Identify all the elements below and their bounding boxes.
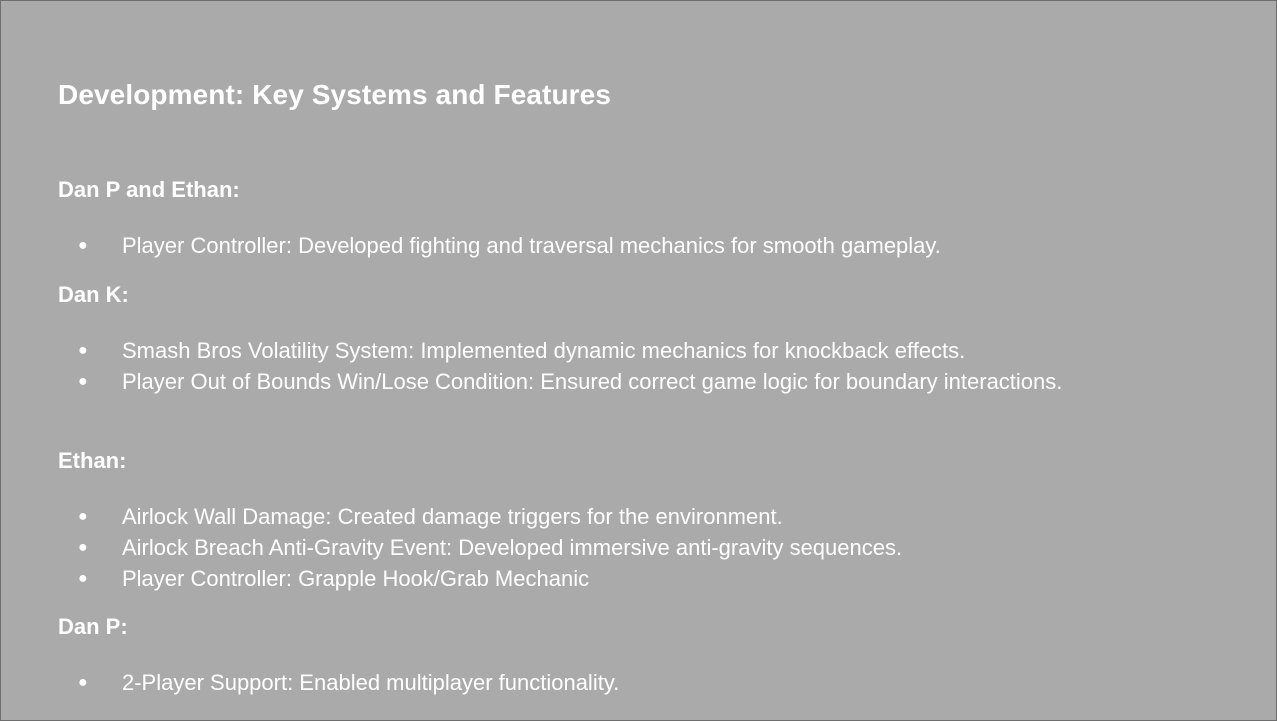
bullet-list [58,667,1122,698]
section-dan-p-and-ethan [58,177,1122,261]
bullet-icon: ● [78,570,88,587]
section-heading: Dan P and Ethan: [58,177,240,202]
list-item-text: Smash Bros Volatility System: Implemented dynamic mechanics for knockback effects. [122,338,966,363]
list-item [58,501,1122,532]
bullet-icon: ● [78,373,88,390]
slide-title: Development: Key Systems and Features [58,79,612,110]
bullet-icon: ● [78,539,88,556]
list-item-text: 2-Player Support: Enabled multiplayer functionality. [122,670,620,695]
section-heading: Ethan: [58,448,127,473]
section-ethan [58,448,1122,594]
bullet-icon: ● [78,237,88,254]
bullet-icon: ● [78,508,88,525]
list-item-text: Player Controller: Developed fighting and traversal mechanics for smooth gameplay. [122,233,941,258]
bullet-list [58,335,1122,397]
section-heading: Dan K: [58,282,129,307]
list-item-text: Airlock Wall Damage: Created damage triggers for the environment. [122,504,783,529]
list-item [58,563,1122,594]
list-item [58,667,1122,698]
bullet-icon: ● [78,674,88,691]
list-item-text: Player Controller: Grapple Hook/Grab Mechanic [122,566,590,591]
list-item [58,532,1122,563]
section-dan-p [58,614,1122,698]
list-item [58,335,1122,366]
section-dan-k [58,282,1122,397]
bullet-icon: ● [78,342,88,359]
list-item-text: Player Out of Bounds Win/Lose Condition: Ensured correct game logic for boundary interactions. [122,369,1063,394]
list-item [58,366,1122,397]
bullet-list [58,501,1122,594]
section-heading: Dan P: [58,614,128,639]
bullet-list [58,230,1122,261]
list-item [58,230,1122,261]
list-item-text: Airlock Breach Anti-Gravity Event: Developed immersive anti-gravity sequences. [122,535,903,560]
